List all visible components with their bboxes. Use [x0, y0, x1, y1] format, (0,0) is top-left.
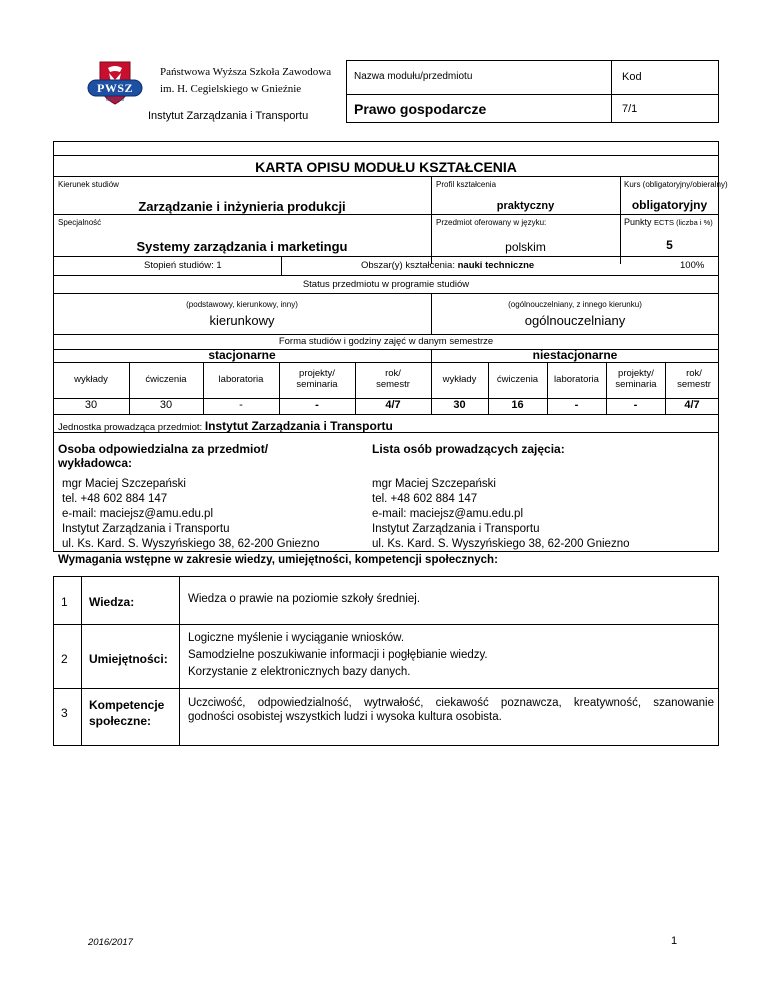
footer-year: 2016/2017	[88, 937, 133, 948]
hours-value-9: -	[633, 399, 638, 411]
col-header-9: projekty/ seminaria	[615, 368, 657, 390]
specialty-label: Specjalność	[58, 218, 102, 227]
course-label: Kurs (obligatoryjny/obieralny)	[624, 180, 728, 189]
school-name-line2: im. H. Cegielskiego w Gnieźnie	[160, 83, 302, 95]
col-header-8: laboratoria	[554, 373, 599, 385]
card-title: KARTA OPISU MODUŁU KSZTAŁCENIA	[255, 159, 517, 175]
requirement-row-2-line-1: Logiczne myślenie i wyciąganie wniosków.	[188, 632, 405, 644]
area-value: nauki techniczne	[457, 260, 535, 271]
hours-value-4: -	[315, 399, 319, 411]
area-prefix: Obszar(y) kształcenia:	[361, 260, 458, 271]
lecturer-institute: Instytut Zarządzania i Transportu	[372, 523, 540, 535]
ects-label	[624, 217, 713, 227]
requirement-row-3-line-1: Uczciwość, odpowiedzialność, wytrwałość, ciekawość poznawcza, kreatywność, szanowanie	[188, 697, 714, 709]
status-right-label: (ogólnouczelniany, z innego kierunku)	[508, 300, 642, 309]
col-header-2: ćwiczenia	[145, 373, 187, 385]
module-name: Prawo gospodarcze	[354, 101, 487, 117]
unit-label: Jednostka prowadząca przedmiot:	[58, 422, 205, 433]
code-label: Kod	[622, 71, 642, 83]
requirement-row-2-label: Umiejętności:	[89, 652, 168, 666]
col-header-4: projekty/ seminaria	[296, 368, 338, 390]
ects-label-main: Punkty	[624, 217, 655, 227]
logo-text: PWSZ	[96, 81, 133, 95]
lecturer-email: e-mail: maciejsz@amu.edu.pl	[372, 508, 524, 520]
responsible-phone: tel. +48 602 884 147	[62, 493, 168, 505]
requirement-row-3-line-2: godności osobistej wszystkich ludzi i wysoka kultura osobista.	[188, 711, 502, 723]
page-number: 1	[671, 935, 678, 947]
requirement-row-3-num: 3	[61, 706, 68, 720]
col-header-6: wykłady	[442, 373, 477, 385]
profile-value: praktyczny	[496, 200, 555, 212]
hours-value-3: -	[239, 399, 243, 411]
requirements-heading: Wymagania wstępne w zakresie wiedzy, umiejętności, kompetencji społecznych:	[58, 554, 498, 566]
school-logo	[86, 60, 144, 106]
status-left-label: (podstawowy, kierunkowy, inny)	[186, 300, 298, 309]
school-name-line1: Państwowa Wyższa Szkoła Zawodowa	[160, 66, 332, 78]
col-header-1: wykłady	[74, 373, 108, 385]
requirement-row-2-text	[188, 630, 488, 681]
requirement-row-3-label-2: społeczne:	[89, 714, 152, 728]
col-header-5: rok/ semestr	[376, 368, 410, 390]
responsible-email: e-mail: maciejsz@amu.edu.pl	[62, 508, 214, 520]
requirement-row-2-line-2: Samodzielne poszukiwanie informacji i pogłębianie wiedzy.	[188, 649, 488, 661]
hours-value-2: 30	[159, 399, 173, 411]
requirement-row-3-label	[89, 697, 164, 729]
requirement-row-2-num: 2	[61, 652, 68, 666]
part-time-heading: niestacjonarne	[532, 348, 618, 362]
course-value: obligatoryjny	[631, 198, 708, 212]
requirement-row-1-text: Wiedza o prawie na poziomie szkoły średniej.	[188, 593, 421, 605]
requirement-row-1-label: Wiedza:	[89, 595, 135, 609]
lecturer-address: ul. Ks. Kard. S. Wyszyńskiego 38, 62-200 Gniezno	[372, 538, 630, 550]
field-label: Kierunek studiów	[58, 180, 119, 189]
responsible-heading-1: Osoba odpowiedzialna za przedmiot/	[58, 442, 269, 456]
logo-subtext: Gniezno	[105, 97, 125, 103]
responsible-name: mgr Maciej Szczepański	[62, 478, 186, 490]
field-value: Zarządzanie i inżynieria produkcji	[138, 199, 346, 214]
unit-value: Instytut Zarządzania i Transportu	[204, 419, 393, 433]
requirement-row-3-label-1: Kompetencje	[89, 698, 165, 712]
degree-text: Stopień studiów: 1	[144, 260, 222, 271]
institute-name: Instytut Zarządzania i Transportu	[148, 110, 309, 122]
module-name-label: Nazwa modułu/przedmiotu	[354, 71, 473, 82]
ects-label-small: ECTS (liczba i %)	[654, 218, 713, 227]
lecturer-phone: tel. +48 602 884 147	[372, 493, 478, 505]
requirement-row-2-line-3: Korzystanie z elektronicznych bazy danych.	[188, 666, 411, 678]
responsible-contact	[62, 477, 320, 552]
hours-value-5: 4/7	[385, 399, 401, 411]
hours-value-6: 30	[453, 399, 466, 411]
area-text	[361, 260, 534, 271]
language-value: polskim	[505, 240, 546, 254]
status-right-value: ogólnouczelniany	[524, 313, 626, 328]
status-left-value: kierunkowy	[209, 313, 275, 328]
specialty-value: Systemy zarządzania i marketingu	[136, 239, 348, 254]
responsible-address: ul. Ks. Kard. S. Wyszyńskiego 38, 62-200 Gniezno	[62, 538, 320, 550]
lecturer-name: mgr Maciej Szczepański	[372, 478, 496, 490]
lecturers-heading: Lista osób prowadzących zajęcia:	[372, 442, 565, 456]
language-label: Przedmiot oferowany w języku:	[436, 218, 547, 227]
requirement-row-3-text	[188, 696, 714, 724]
hours-value-1: 30	[84, 399, 98, 411]
col-header-7: ćwiczenia	[496, 373, 539, 385]
lecturer-contact	[372, 477, 630, 552]
percent-value: 100%	[680, 260, 705, 271]
responsible-institute: Instytut Zarządzania i Transportu	[62, 523, 230, 535]
status-label: Status przedmiotu w programie studiów	[302, 279, 470, 290]
ects-value: 5	[666, 238, 673, 252]
requirement-row-1-num: 1	[61, 595, 68, 609]
code-value: 7/1	[622, 103, 638, 115]
hours-value-8: -	[574, 399, 579, 411]
col-header-10: rok/ semestr	[677, 368, 711, 390]
forms-label: Forma studiów i godziny zajęć w danym semestrze	[278, 336, 494, 347]
col-header-3: laboratoria	[218, 373, 264, 385]
profile-label: Profil kształcenia	[436, 180, 497, 189]
full-time-heading: stacjonarne	[208, 348, 276, 362]
hours-value-10: 4/7	[684, 399, 700, 411]
hours-value-7: 16	[511, 399, 524, 411]
responsible-heading-2: wykładowca:	[58, 456, 133, 470]
